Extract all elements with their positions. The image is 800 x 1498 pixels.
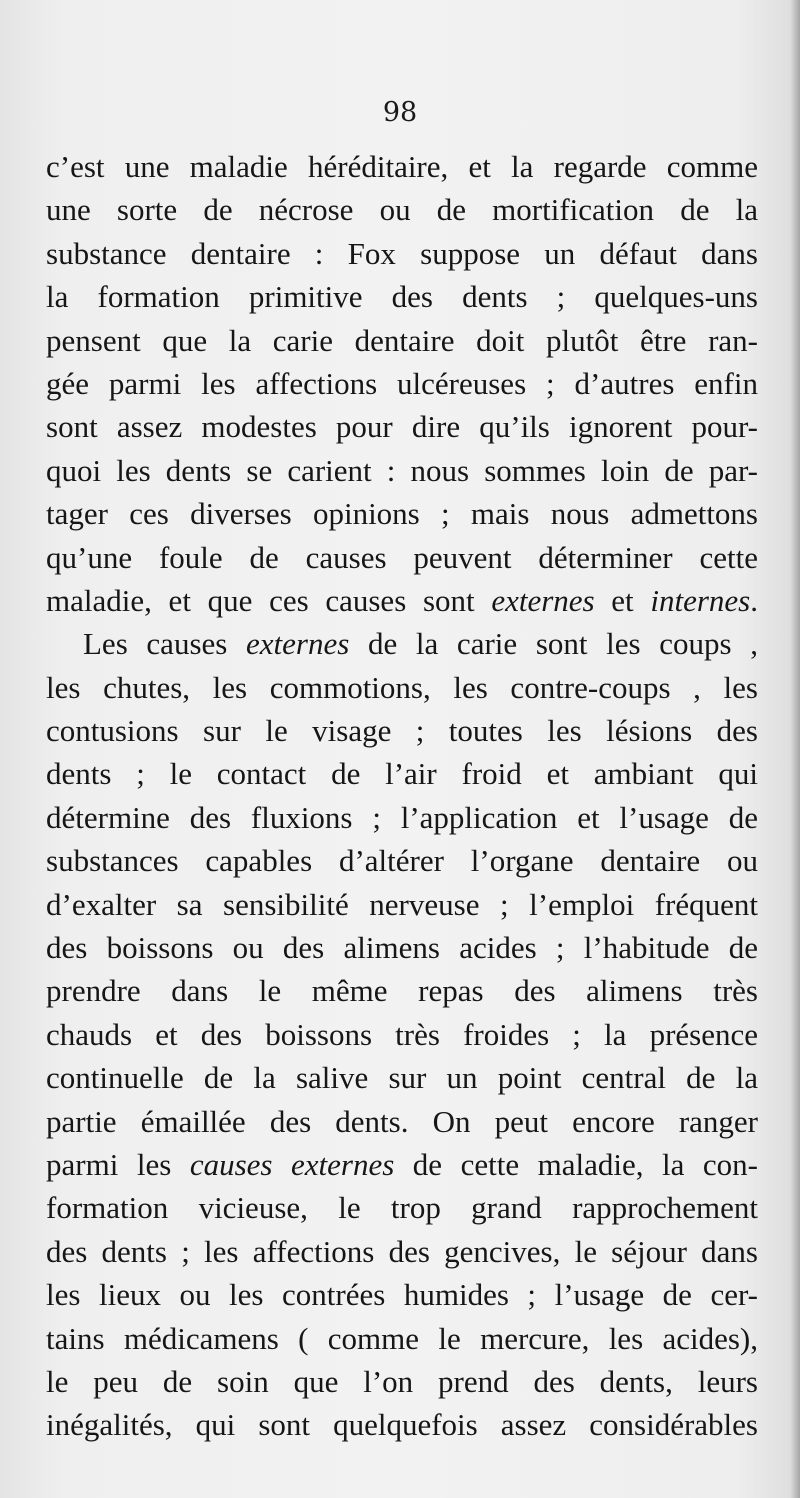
text-segment: contusions sur le visage ; toutes les lésions des [46, 713, 758, 749]
text-line [46, 666, 758, 709]
text-segment: pensent que la carie dentaire doit plutôt être ran- [46, 322, 758, 358]
text-segment: la formation primitive des dents ; quelques-uns [46, 279, 758, 315]
text-segment: c’est une maladie héréditaire, et la regarde comme [46, 149, 758, 184]
text-line [46, 1186, 758, 1229]
text-segment: les lieux ou les contrées humides ; l’usage de cer- [46, 1277, 758, 1313]
text-segment: quoi les dents se carient : nous sommes loin de par- [46, 452, 758, 488]
text-segment: maladie, et que ces causes sont [46, 582, 492, 618]
text-line [46, 536, 758, 579]
text-segment: les chutes, les commotions, les contre-coups , les [46, 669, 758, 705]
text-line [46, 1100, 758, 1143]
text-segment: Les causes [83, 626, 247, 662]
text-segment: des dents ; les affections des gencives, le séjour dans [46, 1233, 758, 1269]
text-line [46, 926, 758, 969]
italic-text: externes [491, 582, 595, 618]
text-segment: dents ; le contact de l’air froid et ambiant qui [46, 756, 758, 792]
text-segment: de cette maladie, la con- [394, 1146, 758, 1182]
text-segment: substances capables d’altérer l’organe dentaire ou [46, 843, 758, 879]
text-segment: d’exalter sa sensibilité nerveuse ; l’emploi fréquent [46, 886, 758, 922]
text-segment: formation vicieuse, le trop grand rapprochement [46, 1190, 758, 1226]
text-line [46, 275, 758, 318]
text-line [46, 796, 758, 839]
text-segment: tager ces diverses opinions ; mais nous admettons [46, 496, 758, 532]
text-line [46, 1013, 758, 1056]
text-segment: une sorte de nécrose ou de mortification de la [46, 192, 758, 228]
text-line [46, 969, 758, 1012]
text-line [46, 362, 758, 405]
text-segment: de la carie sont les coups , [349, 626, 759, 662]
text-line [46, 839, 758, 882]
text-line [46, 883, 758, 926]
text-segment: le peu de soin que l’on prend des dents, leurs [46, 1363, 758, 1399]
text-line [46, 1230, 758, 1273]
text-segment: parmi les [46, 1146, 190, 1182]
text-line [46, 145, 758, 188]
text-line [46, 1317, 758, 1360]
text-segment: chauds et des boissons très froides ; la présence [46, 1016, 758, 1052]
text-segment: détermine des fluxions ; l’application et l’usage de [46, 799, 758, 835]
text-line [46, 1360, 758, 1403]
text-segment: des boissons ou des alimens acides ; l’habitude de [46, 930, 758, 966]
text-segment: qu’une foule de causes peuvent déterminer cette [46, 539, 758, 575]
page-number: 98 [382, 97, 418, 128]
text-line [46, 405, 758, 448]
text-line [46, 1403, 758, 1446]
text-segment: tains médicamens ( comme le mercure, les acides), [46, 1320, 758, 1356]
italic-text: internes [650, 582, 751, 618]
text-line [46, 1056, 758, 1099]
text-line [46, 449, 758, 492]
italic-text: causes externes [189, 1146, 395, 1182]
text-line [46, 232, 758, 275]
text-line [46, 752, 758, 795]
text-line [46, 1143, 758, 1186]
text-segment: partie émaillée des dents. On peut encore ranger [46, 1103, 758, 1139]
text-segment: prendre dans le même repas des alimens très [46, 973, 758, 1009]
text-line [46, 319, 758, 362]
text-segment: continuelle de la salive sur un point central de la [46, 1060, 758, 1096]
text-segment: . [750, 582, 758, 618]
italic-text: externes [246, 626, 350, 662]
page-edge-shadow [790, 0, 800, 1498]
text-line [46, 709, 758, 752]
text-line [46, 579, 758, 622]
text-line [46, 492, 758, 535]
text-segment: gée parmi les affections ulcéreuses ; d’autres enfin [46, 365, 758, 401]
text-line [46, 622, 758, 665]
text-segment: sont assez modestes pour dire qu’ils ignorent pour- [46, 409, 758, 445]
text-segment: inégalités, qui sont quelquefois assez considérables [46, 1407, 758, 1443]
body-text [46, 145, 758, 1447]
text-segment: et [594, 582, 651, 618]
text-line [46, 188, 758, 231]
text-line [46, 1273, 758, 1316]
text-segment: substance dentaire : Fox suppose un défaut dans [46, 235, 758, 271]
